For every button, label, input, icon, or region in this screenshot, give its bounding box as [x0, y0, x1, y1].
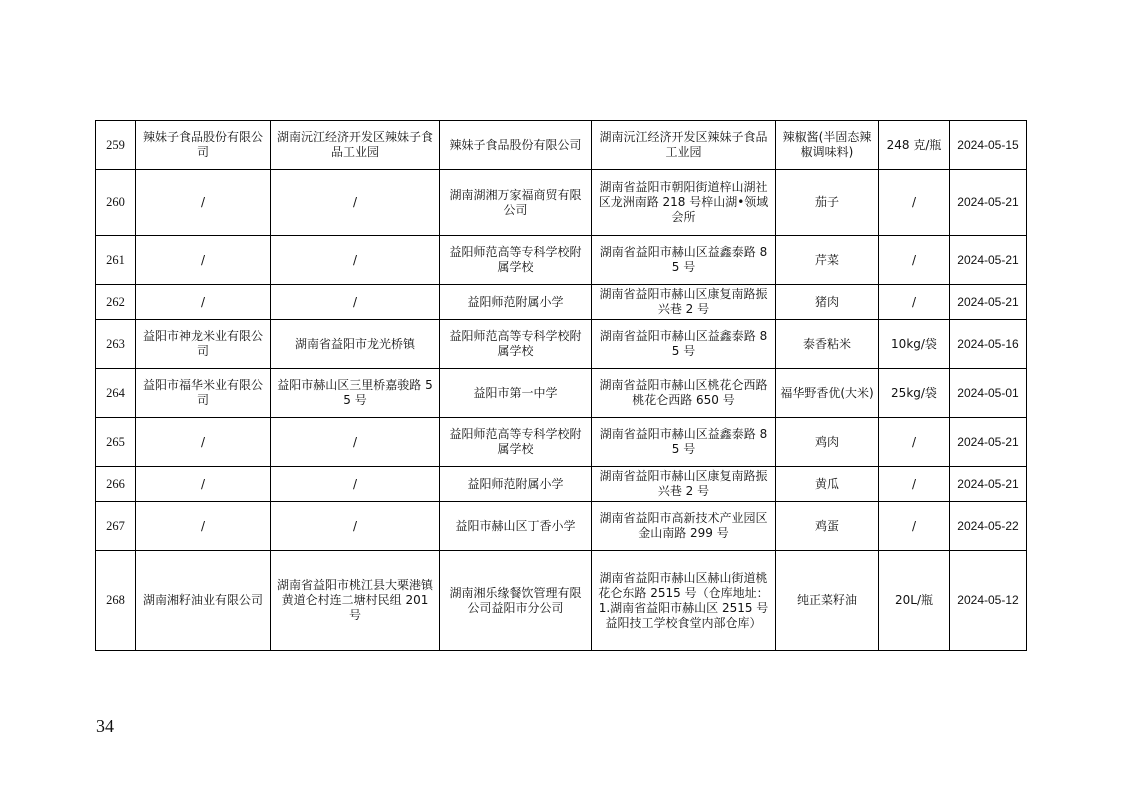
food-name: 鸡蛋: [776, 502, 879, 551]
table-row: [96, 285, 1027, 320]
table-row: [96, 320, 1027, 369]
manufacturer-address: /: [271, 418, 440, 467]
sampled-unit-name: 益阳师范附属小学: [440, 467, 592, 502]
table-row: [96, 502, 1027, 551]
sampled-unit-name: 益阳师范高等专科学校附属学校: [440, 236, 592, 285]
production-date: 2024-05-21: [950, 236, 1027, 285]
sampled-unit-address: 湖南省益阳市赫山区康复南路振兴巷 2 号: [592, 285, 776, 320]
manufacturer-name: /: [136, 418, 271, 467]
row-number: 267: [96, 502, 136, 551]
specification: /: [879, 418, 950, 467]
table-row: [96, 121, 1027, 170]
sampled-unit-name: 益阳师范附属小学: [440, 285, 592, 320]
specification: 20L/瓶: [879, 551, 950, 651]
sampled-unit-address: 湖南沅江经济开发区辣妹子食品工业园: [592, 121, 776, 170]
sampled-unit-address: 湖南省益阳市赫山区益鑫泰路 85 号: [592, 236, 776, 285]
manufacturer-address: /: [271, 170, 440, 236]
food-name: 茄子: [776, 170, 879, 236]
manufacturer-name: /: [136, 170, 271, 236]
table-row: [96, 418, 1027, 467]
row-number: 262: [96, 285, 136, 320]
row-number: 265: [96, 418, 136, 467]
specification: 248 克/瓶: [879, 121, 950, 170]
sampled-unit-address: 湖南省益阳市赫山区康复南路振兴巷 2 号: [592, 467, 776, 502]
row-number: 260: [96, 170, 136, 236]
row-number: 259: [96, 121, 136, 170]
sampled-unit-name: 益阳师范高等专科学校附属学校: [440, 418, 592, 467]
sampled-unit-name: 益阳师范高等专科学校附属学校: [440, 320, 592, 369]
manufacturer-address: 湖南省益阳市桃江县大栗港镇黄道仑村连二塘村民组 201 号: [271, 551, 440, 651]
specification: /: [879, 236, 950, 285]
production-date: 2024-05-21: [950, 418, 1027, 467]
row-number: 268: [96, 551, 136, 651]
production-date: 2024-05-01: [950, 369, 1027, 418]
table-row: [96, 236, 1027, 285]
specification: /: [879, 170, 950, 236]
manufacturer-address: 益阳市赫山区三里桥嘉骏路 55 号: [271, 369, 440, 418]
manufacturer-name: 益阳市福华米业有限公司: [136, 369, 271, 418]
food-name: 泰香粘米: [776, 320, 879, 369]
manufacturer-address: /: [271, 285, 440, 320]
manufacturer-name: 湖南湘籽油业有限公司: [136, 551, 271, 651]
table-row: [96, 369, 1027, 418]
food-name: 福华野香优(大米): [776, 369, 879, 418]
specification: /: [879, 467, 950, 502]
table-body: [96, 121, 1027, 651]
sampling-records-table: [95, 120, 1027, 651]
manufacturer-name: 辣妹子食品股份有限公司: [136, 121, 271, 170]
manufacturer-address: /: [271, 502, 440, 551]
food-name: 猪肉: [776, 285, 879, 320]
table-row: [96, 551, 1027, 651]
manufacturer-address: 湖南省益阳市龙光桥镇: [271, 320, 440, 369]
sampled-unit-address: 湖南省益阳市朝阳街道梓山湖社区龙洲南路 218 号梓山湖•领域会所: [592, 170, 776, 236]
food-name: 纯正菜籽油: [776, 551, 879, 651]
manufacturer-address: 湖南沅江经济开发区辣妹子食品工业园: [271, 121, 440, 170]
sampled-unit-name: 湖南湖湘万家福商贸有限公司: [440, 170, 592, 236]
row-number: 263: [96, 320, 136, 369]
production-date: 2024-05-15: [950, 121, 1027, 170]
table-row: [96, 467, 1027, 502]
sampled-unit-name: 益阳市第一中学: [440, 369, 592, 418]
sampled-unit-address: 湖南省益阳市高新技术产业园区金山南路 299 号: [592, 502, 776, 551]
sampled-unit-name: 益阳市赫山区丁香小学: [440, 502, 592, 551]
row-number: 261: [96, 236, 136, 285]
production-date: 2024-05-16: [950, 320, 1027, 369]
row-number: 264: [96, 369, 136, 418]
sampled-unit-address: 湖南省益阳市赫山区益鑫泰路 85 号: [592, 320, 776, 369]
row-number: 266: [96, 467, 136, 502]
food-name: 芹菜: [776, 236, 879, 285]
sampled-unit-address: 湖南省益阳市赫山区桃花仑西路桃花仑西路 650 号: [592, 369, 776, 418]
sampled-unit-address: 湖南省益阳市赫山区益鑫泰路 85 号: [592, 418, 776, 467]
page-number: 34: [96, 716, 114, 736]
food-name: 辣椒酱(半固态辣椒调味料): [776, 121, 879, 170]
production-date: 2024-05-21: [950, 467, 1027, 502]
specification: 10kg/袋: [879, 320, 950, 369]
production-date: 2024-05-21: [950, 285, 1027, 320]
manufacturer-name: /: [136, 236, 271, 285]
production-date: 2024-05-22: [950, 502, 1027, 551]
specification: /: [879, 502, 950, 551]
table-row: [96, 170, 1027, 236]
sampled-unit-name: 湖南湘乐缘餐饮管理有限公司益阳市分公司: [440, 551, 592, 651]
manufacturer-address: /: [271, 236, 440, 285]
manufacturer-name: /: [136, 467, 271, 502]
food-name: 鸡肉: [776, 418, 879, 467]
sampled-unit-address: 湖南省益阳市赫山区赫山街道桃花仑东路 2515 号（仓库地址：1.湖南省益阳市赫山区 2515 号益阳技工学校食堂内部仓库）: [592, 551, 776, 651]
specification: /: [879, 285, 950, 320]
manufacturer-name: /: [136, 285, 271, 320]
manufacturer-address: /: [271, 467, 440, 502]
manufacturer-name: 益阳市神龙米业有限公司: [136, 320, 271, 369]
food-name: 黄瓜: [776, 467, 879, 502]
production-date: 2024-05-21: [950, 170, 1027, 236]
specification: 25kg/袋: [879, 369, 950, 418]
manufacturer-name: /: [136, 502, 271, 551]
production-date: 2024-05-12: [950, 551, 1027, 651]
sampled-unit-name: 辣妹子食品股份有限公司: [440, 121, 592, 170]
